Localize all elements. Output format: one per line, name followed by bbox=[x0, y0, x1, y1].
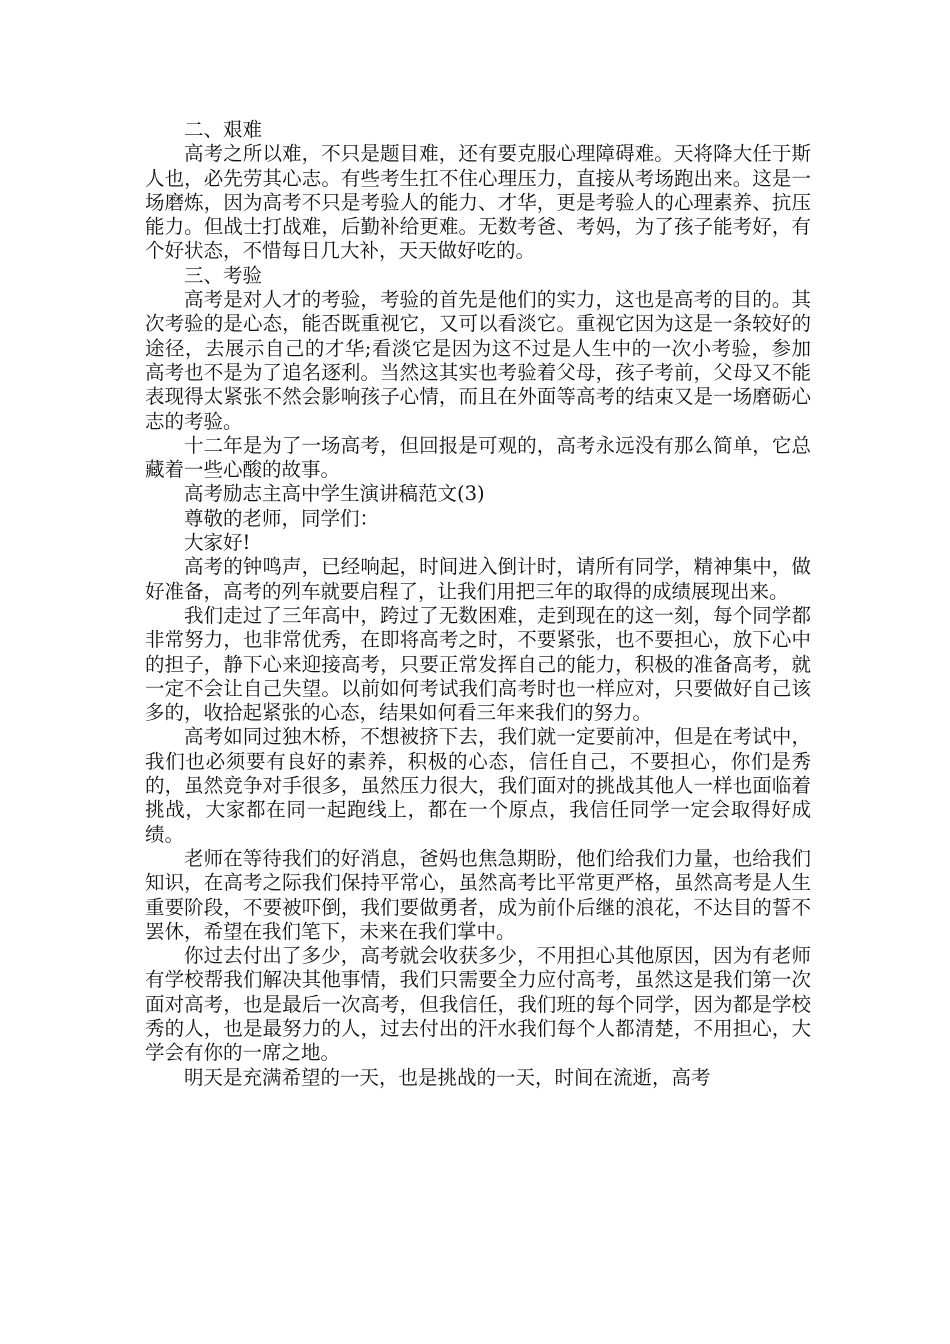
paragraph: 高考是对人才的考验，考验的首先是他们的实力，这也是高考的目的。其次考验的是心态，能否既重视它，又可以看淡它。重视它因为这是一条较好的途径，去展示自己的才华;看淡它是因为这不过是人生中的一次小考验，参加高考也不是为了追名逐利。当然这其实也考验着父母，孩子考前，父母又不能表现得太紧张不然会影响孩子心情，而且在外面等高考的结束又是一场磨砺心志的考验。 bbox=[145, 288, 811, 433]
paragraph: 老师在等待我们的好消息，爸妈也焦急期盼，他们给我们力量，也给我们知识，在高考之际我们保持平常心，虽然高考比平常更严格，虽然高考是人生重要阶段，不要被吓倒，我们要做勇者，成为前仆后继的浪花，不达目的誓不罢休，希望在我们笔下，未来在我们掌中。 bbox=[145, 846, 811, 943]
section-heading-hardship: 二、艰难 bbox=[184, 118, 263, 141]
greeting: 大家好! bbox=[184, 531, 251, 555]
paragraph: 高考之所以难，不只是题目难，还有要克服心理障碍难。天将降大任于斯人也，必先劳其心志。有些考生扛不住心理压力，直接从考场跑出来。这是一场磨炼，因为高考不只是考验人的能力、才华，更是考验人的心理素养、抗压能力。但战士打战难，后勤补给更难。无数考爸、考妈，为了孩子能考好，有个好状态，不惜每日几大补，天天做好吃的。 bbox=[145, 142, 811, 263]
paragraph: 你过去付出了多少，高考就会收获多少，不用担心其他原因，因为有老师有学校帮我们解决其他事情，我们只需要全力应付高考，虽然这是我们第一次面对高考，也是最后一次高考，但我信任，我们班的每个同学，因为都是学校秀的人，也是最努力的人，过去付出的汗水我们每个人都清楚，不用担心，大学会有你的一席之地。 bbox=[145, 944, 811, 1065]
salutation: 尊敬的老师，同学们： bbox=[184, 506, 380, 530]
paragraph: 我们走过了三年高中，跨过了无数困难，走到现在的这一刻，每个同学都非常努力，也非常优秀，在即将高考之时，不要紧张，也不要担心，放下心中的担子，静下心来迎接高考，只要正常发挥自己的能力，积极的准备高考，就一定不会让自己失望。以前如何考试我们高考时也一样应对，只要做好自己该多的，收拾起紧张的心态，结果如何看三年来我们的努力。 bbox=[145, 603, 811, 725]
paragraph: 高考如同过独木桥，不想被挤下去，我们就一定要前冲，但是在考试中，我们也必须要有良好的素养，积极的心态，信任自己，不要担心，你们是秀的，虽然竞争对手很多，虽然压力很大，我们面对的挑战其他人一样也面临着挑战，大家都在同一起跑线上，都在一个原点，我信任同学一定会取得好成绩。 bbox=[145, 725, 811, 846]
paragraph: 明天是充满希望的一天，也是挑战的一天，时间在流逝，高考 bbox=[184, 1065, 711, 1089]
article-title: 高考励志主高中学生演讲稿范文(3) bbox=[184, 482, 485, 506]
document-body bbox=[145, 118, 811, 1090]
paragraph: 高考的钟鸣声，已经响起，时间进入倒计时，请所有同学，精神集中，做好准备，高考的列车就要启程了，让我们用把三年的取得的成绩展现出来。 bbox=[145, 555, 811, 603]
section-heading-test: 三、考验 bbox=[184, 263, 263, 287]
paragraph: 十二年是为了一场高考，但回报是可观的，高考永远没有那么简单，它总藏着一些心酸的故事。 bbox=[145, 433, 811, 482]
